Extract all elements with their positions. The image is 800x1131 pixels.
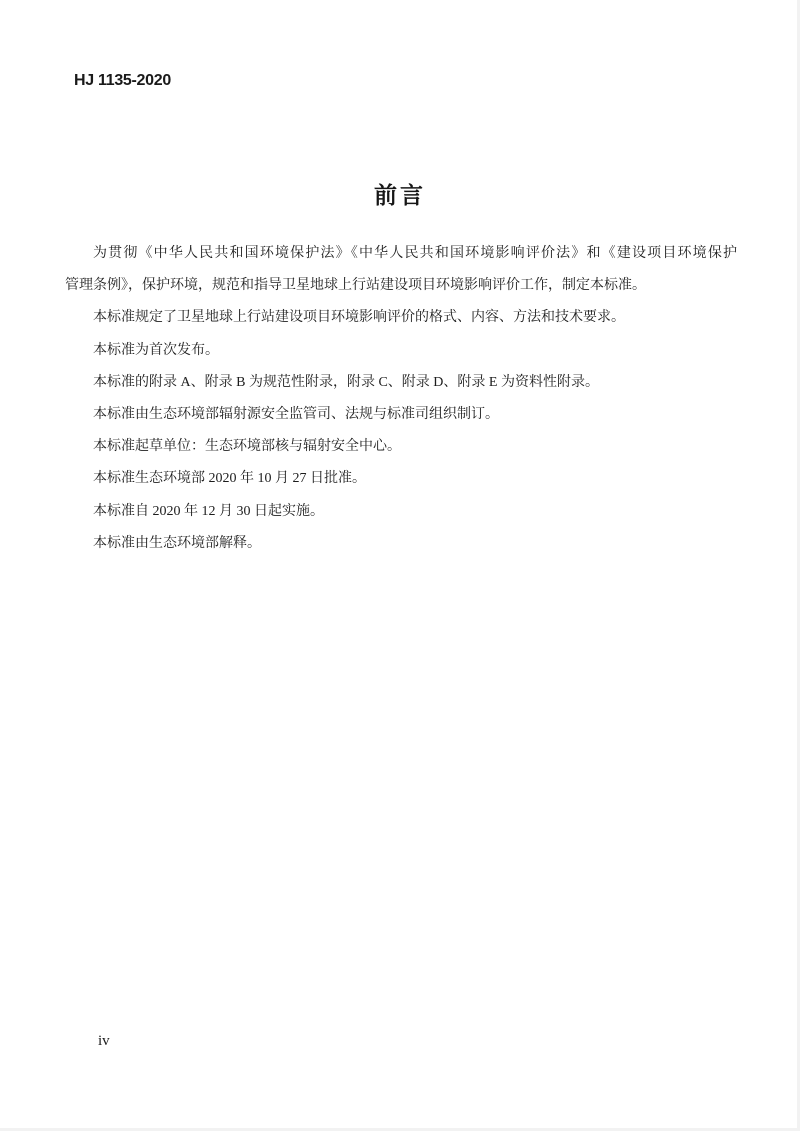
- foreword-line: 本标准的附录 A、附录 B 为规范性附录，附录 C、附录 D、附录 E 为资料性附录。: [93, 374, 599, 390]
- foreword-line: 本标准自 2020 年 12 月 30 日起实施。: [93, 503, 324, 519]
- foreword-line: 为贯彻《中华人民共和国环境保护法》《中华人民共和国环境影响评价法》和《建设项目环境保护: [93, 246, 737, 261]
- page-title: 前言: [374, 182, 426, 208]
- foreword-line: 本标准规定了卫星地球上行站建设项目环境影响评价的格式、内容、方法和技术要求。: [93, 310, 625, 326]
- foreword-line: 本标准为首次发布。: [93, 342, 219, 358]
- foreword-line: 本标准生态环境部 2020 年 10 月 27 日批准。: [93, 471, 366, 487]
- foreword-line: 本标准起草单位：生态环境部核与辐射安全中心。: [93, 439, 401, 455]
- foreword-line: 本标准由生态环境部解释。: [93, 535, 261, 551]
- standard-number: HJ 1135-2020: [74, 72, 171, 89]
- foreword-line: 管理条例》，保护环境，规范和指导卫星地球上行站建设项目环境影响评价工作，制定本标准。: [65, 278, 646, 294]
- page-number: iv: [98, 1033, 110, 1049]
- foreword-line: 本标准由生态环境部辐射源安全监管司、法规与标准司组织制订。: [93, 407, 499, 423]
- foreword-body: [65, 238, 737, 560]
